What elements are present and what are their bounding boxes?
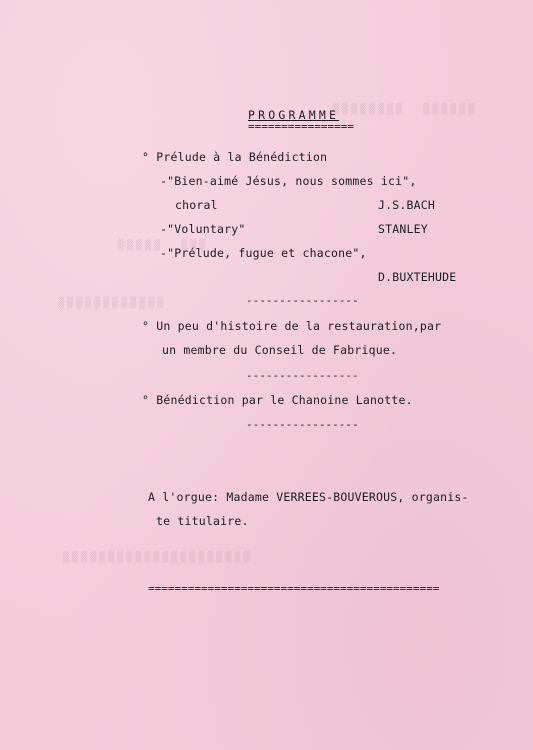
show-through-decoration: ▒▒▒▒▒▒▒▒▒▒▒▒▒▒▒▒▒▒▒▒▒ [60, 552, 250, 563]
title-underline: ================ [248, 120, 354, 133]
piece-2-title: -"Voluntary" [160, 222, 246, 236]
show-through-decoration: ▒▒▒▒▒▒▒▒▒▒▒▒ [55, 298, 164, 309]
piece-3-composer: D.BUXTEHUDE [378, 270, 457, 284]
history-line-1: ° Un peu d'histoire de la restauration,par [142, 319, 442, 333]
piece-2-composer: STANLEY [378, 222, 428, 236]
show-through-decoration: ▒▒▒ ▒▒▒▒▒ [115, 240, 206, 251]
piece-1-title: -"Bien-aimé Jésus, nous sommes ici", [160, 174, 417, 188]
programme-title: PROGRAMME [248, 108, 340, 122]
prelude-heading: ° Prélude à la Bénédiction [142, 150, 328, 164]
organ-line-2: te titulaire. [156, 514, 249, 528]
separator-3: ----------------- [246, 418, 359, 431]
organ-line-1: A l'orgue: Madame VERREES-BOUVEROUS, organis- [148, 490, 469, 504]
separator-1: ----------------- [246, 294, 359, 307]
separator-2: ----------------- [246, 369, 359, 382]
benediction-line: ° Bénédiction par le Chanoine Lanotte. [142, 393, 413, 407]
piece-3-title: -"Prélude, fugue et chacone", [160, 246, 367, 260]
piece-1-composer: J.S.BACH [378, 198, 435, 212]
bottom-rule: ============================================ [148, 582, 440, 595]
history-line-2: un membre du Conseil de Fabrique. [162, 343, 398, 357]
piece-1-type: choral [175, 198, 218, 212]
show-through-decoration: ▒▒▒▒▒▒ ▒▒▒▒▒▒▒▒ [330, 104, 475, 115]
